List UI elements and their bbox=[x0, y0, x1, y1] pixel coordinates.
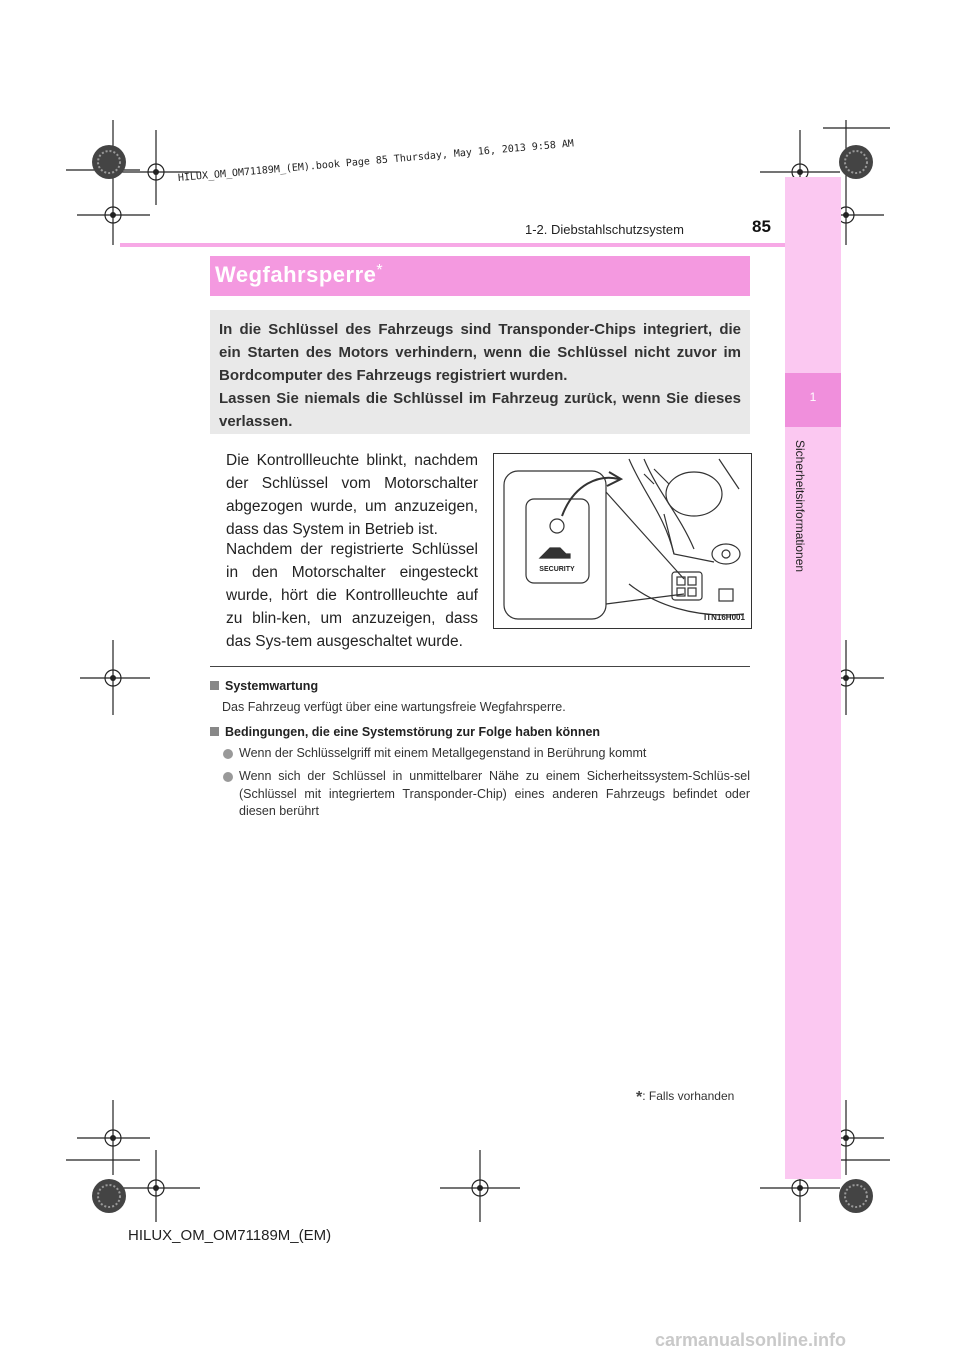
maintenance-text: Das Fahrzeug verfügt über eine wartungsfreie Wegfahrsperre. bbox=[222, 700, 566, 714]
chapter-label: Sicherheitsinformationen bbox=[793, 440, 807, 573]
watermark: carmanualsonline.info bbox=[655, 1330, 847, 1350]
maintenance-heading-text: Systemwartung bbox=[225, 679, 319, 693]
page-title bbox=[215, 262, 383, 288]
square-bullet-icon bbox=[210, 727, 219, 736]
body-paragraph-1: Die Kontrollleuchte blinkt, nachdem der Schlüssel vom Motorschalter abgezogen wurde, um anzuzeigen, dass das System in Betrieb ist. bbox=[226, 452, 478, 538]
chapter-number: 1 bbox=[809, 390, 817, 404]
dashboard-drawing bbox=[494, 454, 751, 628]
body-paragraph-2: Nachdem der registrierte Schlüssel in den Motorschalter eingesteckt wurde, hört die Kontrollleuchte auf zu blin-ken, um anzuzeigen, dass das Sys-tem ausgeschaltet wurde. bbox=[226, 541, 478, 650]
title-footnote-star: * bbox=[376, 262, 384, 279]
intro-paragraph-1: In die Schlüssel des Fahrzeugs sind Transponder-Chips integriert, die ein Starten des Motors verhindern, wenn die Schlüssel nicht zuvor im Bordcomputer des Fahrzeugs registriert wurden. bbox=[219, 321, 741, 384]
footnote-text: : Falls vorhanden bbox=[642, 1089, 735, 1103]
malfunction-bullet-1: Wenn der Schlüsselgriff mit einem Metallgegenstand in Berührung kommt bbox=[239, 746, 647, 760]
square-bullet-icon bbox=[210, 681, 219, 690]
chapter-side-tab bbox=[785, 177, 841, 1179]
section-divider bbox=[210, 666, 750, 667]
document-code: HILUX_OM_OM71189M_(EM) bbox=[128, 1227, 332, 1244]
page-number: 85 bbox=[752, 217, 771, 236]
figure-code: ITN16H001 bbox=[704, 613, 745, 622]
security-indicator-illustration bbox=[493, 453, 752, 629]
intro-paragraph-2: Lassen Sie niemals die Schlüssel im Fahrzeug zurück, wenn Sie dieses verlassen. bbox=[219, 390, 741, 430]
malfunction-heading-text: Bedingungen, die eine Systemstörung zur Folge haben können bbox=[225, 725, 601, 739]
header-rule bbox=[120, 243, 785, 247]
footnote-star: * bbox=[636, 1089, 643, 1106]
malfunction-bullet-2: Wenn sich der Schlüssel in unmittelbarer Nähe zu einem Sicherheitssystem-Schlüs-sel (Schlüssel mit integriertem Transponder-Chip) eines anderen Fahrzeugs befindet oder diesen berührt bbox=[239, 769, 750, 818]
security-label: SECURITY bbox=[539, 566, 575, 573]
malfunction-heading bbox=[210, 725, 600, 739]
maintenance-heading bbox=[210, 679, 318, 693]
footnote bbox=[636, 1089, 734, 1107]
bullet-dot-icon bbox=[223, 772, 233, 782]
page-title-text: Wegfahrsperre bbox=[215, 262, 377, 287]
bullet-dot-icon bbox=[223, 749, 233, 759]
section-heading: 1-2. Diebstahlschutzsystem bbox=[525, 222, 684, 237]
print-info-line: HILUX_OM_OM71189M_(EM).book Page 85 Thursday, May 16, 2013 9:58 AM bbox=[177, 138, 575, 184]
